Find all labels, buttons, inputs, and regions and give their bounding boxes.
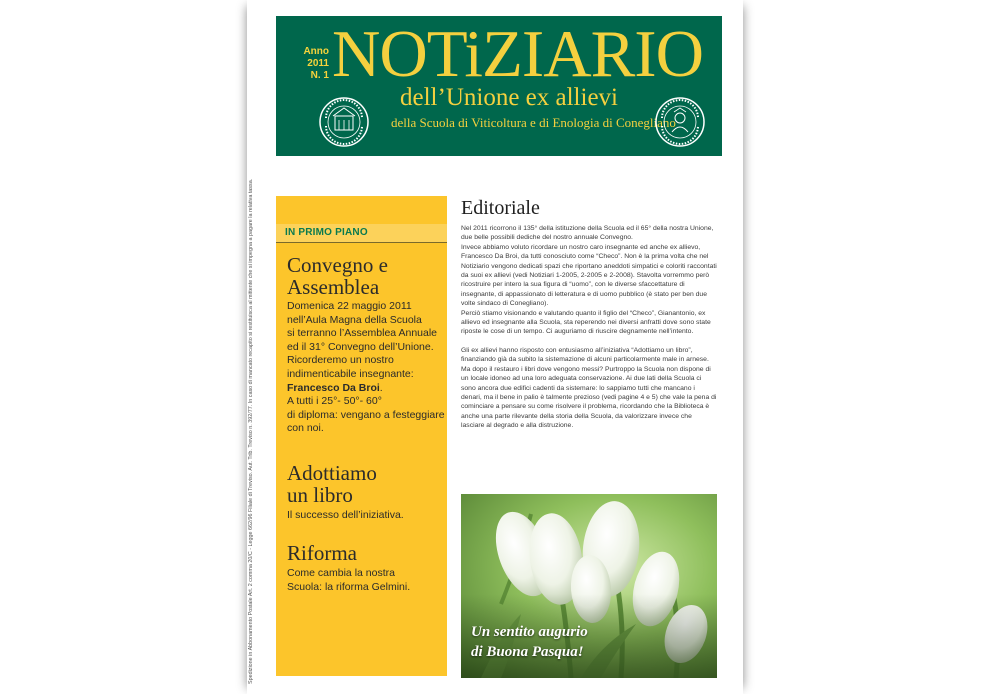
masthead (276, 16, 722, 156)
easter-greeting-line1: Un sentito augurio (471, 624, 588, 640)
school-seal-icon (318, 96, 370, 148)
sidebar-line: di diploma: vengano a festeggiare (287, 408, 445, 421)
sidebar-line: indimenticabile insegnante: (287, 367, 414, 380)
sidebar-line: A tutti i 25°- 50°- 60° (287, 395, 382, 408)
sidebar-tag-divider (276, 242, 447, 243)
sidebar-text-adottiamo (287, 509, 404, 523)
paragraph-gap (461, 337, 717, 346)
editorial-title: Editoriale (461, 197, 540, 219)
newsletter-title: NOTiZIARIO (332, 17, 703, 91)
editorial-paragraph: Invece abbiamo voluto ricordare un nostro caro insegnante ed anche ex allievo, Francesco Da Broi, da tutti conosciuto come “Checo”. Non è la prima volta che nel Notiziario vengono dedicati spazi che riportano aneddoti simpatici e coloriti raccontati da suoi ex allievi (vedi Notiziari 1-2005, 2-2005 e 2-2008). Stavolta vorremmo però ricostruire per intero la sua figura di “uomo”, con le diverse sfaccettature di insegnante, di appassionato di letteratura e di uomo pubblico (è stato per ben due volte sindaco di Conegliano). (461, 243, 717, 308)
sidebar-line: Come cambia la nostra (287, 567, 395, 579)
union-seal-icon (654, 96, 706, 148)
sidebar-line: si terranno l’Assemblea Annuale (287, 327, 438, 340)
sidebar-tag-label: IN PRIMO PIANO (285, 227, 368, 238)
editorial-paragraph: Perciò stiamo visionando e valutando quanto il figlio del “Checo”, Gianantonio, ex allievo ed insegnante alla Scuola, sta reperendo nei diversi anfratti dove sono state riposte le cose di un tempo. Ci auguriamo di riuscire degnamente nell’intento. (461, 309, 711, 336)
easter-greeting-line2: di Buona Pasqua! (471, 644, 584, 660)
sidebar-text-riforma (287, 567, 410, 594)
easter-greeting (471, 622, 588, 662)
edition-year: Anno 2011 (303, 46, 329, 69)
sidebar-line: ed il 31° Convegno dell’Unione. (287, 340, 434, 353)
newsletter-subtitle: dell’Unione ex allievi (400, 84, 618, 111)
easter-tulips-photo (461, 494, 717, 678)
editorial-paragraph: Nel 2011 ricorrono il 135° della istituzione della Scuola ed il 65° della nostra Unione, due belle possibili dediche del nostro annuale Convegno. (461, 225, 714, 242)
sidebar-line: Scuola: la riforma Gelmini. (287, 580, 411, 593)
newsletter-subtitle-school: della Scuola di Viticoltura e di Enologia di Conegliano (391, 115, 676, 130)
editorial-body (461, 224, 717, 431)
edition-number: N. 1 (310, 70, 329, 81)
sidebar-heading-riforma: Riforma (287, 541, 357, 565)
sidebar-tag (276, 224, 447, 242)
sidebar-text-convegno (287, 300, 447, 436)
teacher-name: Francesco Da Broi (287, 381, 380, 394)
sidebar-line: Domenica 22 maggio 2011 (287, 300, 412, 312)
in-primo-piano-sidebar (276, 196, 447, 676)
postal-notice (246, 178, 256, 684)
sidebar-line: nell’Aula Magna della Scuola (287, 313, 422, 326)
editorial-paragraph: Gli ex allievi hanno risposto con entusiasmo all’iniziativa “Adottiamo un libro”, finanziando già da subito la sistemazione di alcuni particolarmente male in arnese. Ma dopo il restauro i libri dove vengono messi? Purtroppo la Scuola non dispone di un locale idoneo ad una loro adeguata conservazione. Ai due lati della Scuola ci sono ancora due edifici cadenti da sistemare: lo sappiamo tutti che mancano i denari, ma il bene in palio è talmente prezioso (vedi pagine 4 e 5) che vale la pena di cominciare a pensare su come risolvere il problema, ricordando che la Biblioteca è anche una parte rilevante della storia della Scuola, da valorizzare invece che lasciare al degrado e alla distruzione. (461, 346, 717, 430)
sidebar-line: Ricorderemo un nostro (287, 354, 394, 367)
sidebar-heading-adottiamo: Adottiamo un libro (287, 461, 377, 507)
sidebar-line: Il successo dell’iniziativa. (287, 509, 404, 521)
postal-notice-text: Spedizione in Abbonamento Postale Art. 2 comma 20/C - Legge 662/96 Filiale di Treviso. Aut. Trib. Treviso n. 392/77. In caso di mancato recapito si restituisca al mittente che si impegna a pagare la relativa tassa. (248, 178, 254, 684)
sidebar-heading-convegno: Convegno e Assemblea (287, 253, 388, 299)
edition-info (281, 46, 329, 82)
sidebar-line: con noi. (287, 422, 324, 435)
sidebar-line-name: Francesco Da Broi. (287, 381, 383, 394)
